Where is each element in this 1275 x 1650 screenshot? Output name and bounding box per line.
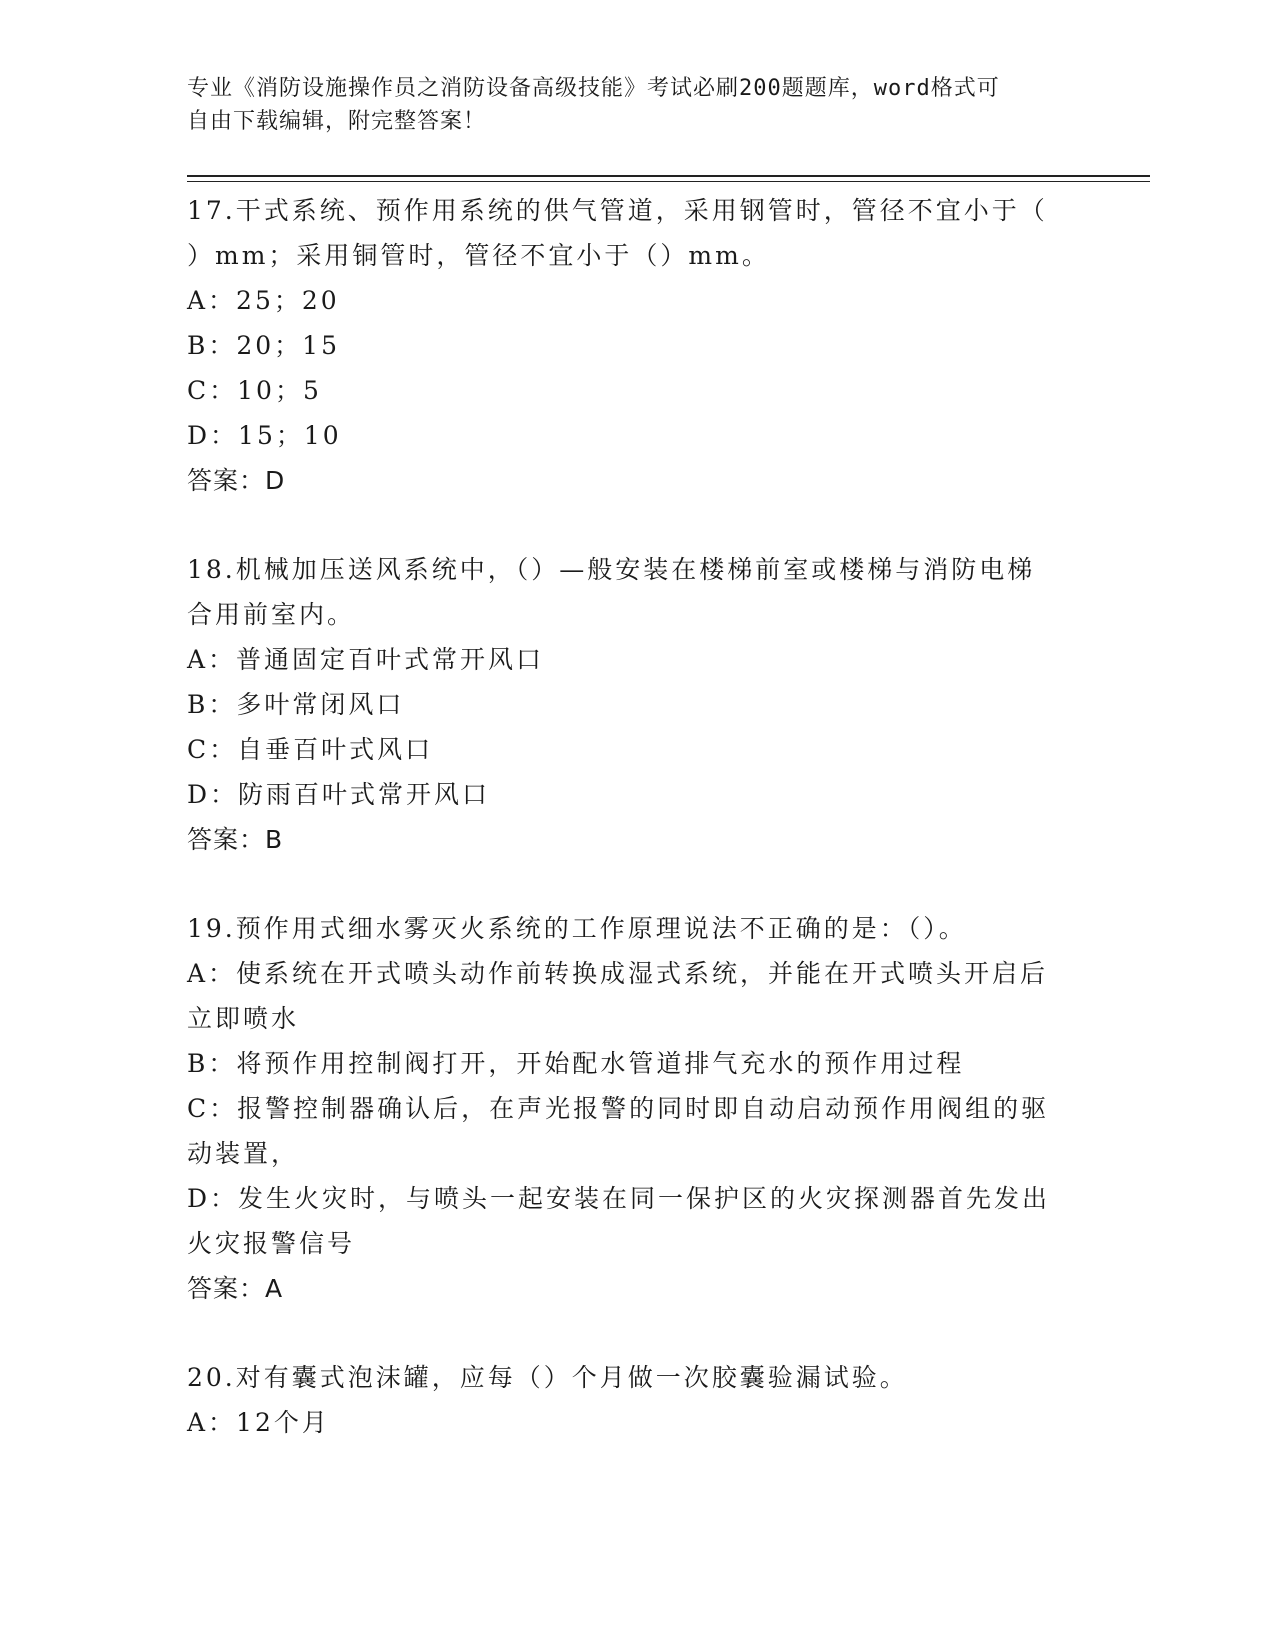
option-d: D：发生火灾时，与喷头一起安装在同一保护区的火灾探测器首先发出 <box>187 1184 1051 1213</box>
question-stem-continued: ）mm；采用铜管时，管径不宜小于（）mm。 <box>187 241 770 270</box>
option-b: B：20；15 <box>187 331 340 360</box>
option-c: C：10；5 <box>187 376 322 405</box>
question-17 <box>187 188 1067 503</box>
option-c-continued: 动装置， <box>187 1139 300 1168</box>
question-stem: 20.对有囊式泡沫罐，应每（）个月做一次胶囊验漏试验。 <box>187 1363 908 1392</box>
option-a: A：普通固定百叶式常开风口 <box>187 645 545 674</box>
question-20 <box>187 1355 1067 1445</box>
option-b: B：多叶常闭风口 <box>187 690 405 719</box>
option-d: D：15；10 <box>187 421 342 450</box>
option-a: A：使系统在开式喷头动作前转换成湿式系统，并能在开式喷头开启后 <box>187 959 1049 988</box>
question-stem: 17.干式系统、预作用系统的供气管道，采用钢管时，管径不宜小于（ <box>187 196 1048 225</box>
document-header <box>187 72 1067 138</box>
option-c: C：自垂百叶式风口 <box>187 735 434 764</box>
header-divider-thick <box>187 175 1150 177</box>
option-a: A：25；20 <box>187 286 340 315</box>
header-line-2: 自由下载编辑，附完整答案！ <box>187 109 487 134</box>
header-divider-thin <box>187 181 1150 182</box>
option-a-continued: 立即喷水 <box>187 1004 300 1033</box>
option-c: C：报警控制器确认后，在声光报警的同时即自动启动预作用阀组的驱 <box>187 1094 1050 1123</box>
answer: 答案：B <box>187 825 284 854</box>
answer: 答案：D <box>187 466 286 495</box>
question-stem: 18.机械加压送风系统中，（）—般安装在楼梯前室或楼梯与消防电梯 <box>187 555 1036 584</box>
question-18 <box>187 547 1067 862</box>
option-d: D：防雨百叶式常开风口 <box>187 780 491 809</box>
question-stem-continued: 合用前室内。 <box>187 600 356 629</box>
question-19 <box>187 906 1067 1311</box>
option-b: B：将预作用控制阀打开，开始配水管道排气充水的预作用过程 <box>187 1049 965 1078</box>
header-line-1: 专业《消防设施操作员之消防设备高级技能》考试必刷200题题库，word格式可 <box>187 76 1000 101</box>
option-a: A：12个月 <box>187 1408 330 1437</box>
question-list <box>187 188 1067 1445</box>
option-d-continued: 火灾报警信号 <box>187 1229 356 1258</box>
question-stem: 19.预作用式细水雾灭火系统的工作原理说法不正确的是：（）。 <box>187 914 967 943</box>
answer: 答案：A <box>187 1274 284 1303</box>
